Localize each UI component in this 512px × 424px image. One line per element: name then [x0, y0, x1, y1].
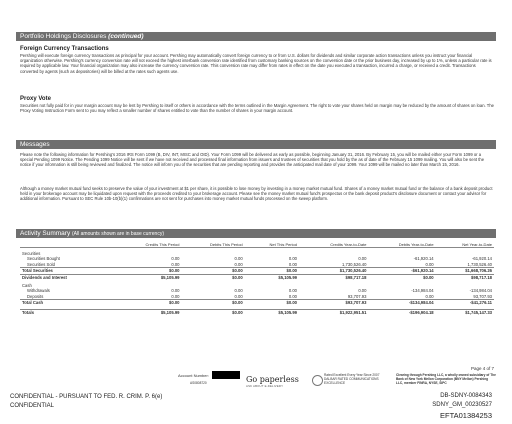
table-cell: 0.00 [234, 293, 243, 299]
column-header: Net Year-to-Date [436, 240, 494, 248]
table-cell: -$41,276.11 [436, 300, 494, 306]
table-cell: 93,707.93 [347, 293, 367, 299]
table-cell: 1,730,526.40 [467, 261, 492, 267]
header-title: Portfolio Holdings Disclosures [20, 33, 107, 40]
table-cell: $0.00 [181, 300, 244, 306]
column-header: Credits Year-to-Date [299, 240, 368, 248]
table-cell: -134,984.04 [411, 288, 434, 294]
table-cell: $0.00 [245, 300, 299, 306]
table-cell: -61,920.14 [413, 256, 434, 262]
table-cell: -$196,904.18 [368, 309, 435, 315]
award-text: Rated Excellent Every Year Since 2007 DALBAR RATED COMMUNICATIONS EXCELLENCE [324, 373, 380, 385]
activity-subtitle: (All amounts shown are in base currency) [72, 231, 165, 237]
table-cell: $0.00 [116, 300, 181, 306]
column-header-label [20, 240, 116, 248]
proxy-heading: Proxy Vote [20, 96, 51, 102]
column-header: Net This Period [245, 240, 299, 248]
table-cell: $1,745,147.33 [436, 309, 494, 315]
account-sub: AS0808720 [190, 381, 207, 385]
column-header: Debits This Period [181, 240, 244, 248]
page-number: Page 4 of 7 [470, 366, 494, 371]
table-cell: 0.00 [171, 293, 180, 299]
table-cell: 0.00 [425, 293, 434, 299]
table-cell: 0.00 [234, 256, 243, 262]
table-cell: $93,707.93 [299, 300, 368, 306]
table-cell: $5,105.99 [245, 309, 299, 315]
column-header: Debits Year-to-Date [368, 240, 435, 248]
fx-text: Pershing will execute foreign currency transactions as principal for your account. Pershing may automatically convert foreign currency to or from U.S. dollars for dividends and similar corporate action transactions unless you instruct your financial organization otherwise. Pershing's currency conversion rate will not exceed the highest interbank conversion rate identified from customary banking sources on the conversion date or the prior business day, increased by up to 1%, unless a particular rate is required by applicable law. Your financial organization may also increase the currency conversion rate. This conversion rate may differ from rates in effect on the date you executed a transaction, incurred a charge, or received a credit. Transactions converted by agents (such as depositories) will be billed at the rates such agents use. [20, 53, 492, 74]
messages-header [16, 140, 496, 149]
table-cell: 0.00 [358, 256, 367, 262]
table-cell: 93,707.93 [473, 293, 492, 299]
activity-summary-header [16, 229, 496, 238]
paperless-logo-text: Go paperless [246, 375, 299, 384]
messages-title: Messages [20, 141, 50, 148]
column-header: Credits This Period [116, 240, 181, 248]
header-title-suffix: (continued) [108, 33, 144, 40]
paperless-logo [246, 375, 306, 388]
section-label: Cash [22, 283, 32, 289]
activity-title: Activity Summary [20, 230, 71, 237]
table-cell: 0.00 [288, 293, 298, 299]
table-cell: 0.00 [425, 261, 434, 267]
table-cell: $5,105.99 [116, 274, 181, 280]
row-label: Withdrawals [27, 288, 50, 294]
table-cell: -61,920.14 [471, 256, 492, 262]
table-cell: 0.00 [171, 256, 180, 262]
bates-number-1: DB-SDNY-0084343 [440, 393, 492, 399]
table-cell: 0.00 [171, 288, 180, 294]
table-row-totals [20, 309, 494, 315]
section-label: Securities [22, 251, 41, 256]
row-label: Total Securities [20, 268, 116, 274]
table-cell: 0.00 [234, 288, 243, 294]
row-label: Deposits [27, 293, 44, 299]
table-cell: $0.00 [181, 268, 244, 274]
table-cell: $5,105.99 [245, 274, 299, 280]
table-cell: $0.00 [181, 309, 244, 315]
table-cell: $98,717.18 [299, 274, 368, 280]
row-label: Totals [20, 309, 116, 315]
row-label: Total Cash [20, 300, 116, 306]
account-number-redaction [212, 371, 240, 379]
table-cell: 0.00 [171, 261, 180, 267]
table-cell: 0.00 [288, 261, 298, 267]
table-cell: $1,922,951.51 [299, 309, 368, 315]
table-cell: 0.00 [288, 256, 298, 262]
table-cell: $98,717.18 [436, 274, 494, 280]
messages-paragraph-2: Although a money market mutual fund seeks to preserve the value of your investment at $1 per share, it is possible to lose money by investing in a money market mutual fund. Shares of a money market mutual fund or the balance of a bank deposit product held in your brokerage account may be liquidated upon request with the proceeds credited to your brokerage account. Please see the money market mutual fund's prospectus or the bank deposit product's disclosure document or contact your advisor for additional information. Pursuant to SEC Rule 10b-10(b)(1) confirmations are not sent for purchases into money market mutual funds processed on the sweep platform. [20, 186, 493, 202]
table-cell: $0.00 [245, 268, 299, 274]
table-cell: $1,668,706.26 [436, 268, 494, 274]
row-label: Securities Sold [27, 261, 55, 267]
table-cell: 0.00 [288, 288, 298, 294]
table-cell: -$134,984.04 [368, 300, 435, 306]
table-cell: $0.00 [368, 274, 435, 280]
clearing-text: Clearing through Pershing LLC, a wholly owned subsidiary of The Bank of New York Mellon Corporation (BNY Mellon) Pershing LLC, member FINRA, NYSE, SIPC [396, 373, 496, 385]
table-cell: $0.00 [181, 274, 244, 280]
table-cell: -134,984.04 [469, 288, 492, 294]
table-cell: 0.00 [234, 261, 243, 267]
confidential-label: CONFIDENTIAL [10, 403, 55, 409]
fx-heading: Foreign Currency Transactions [20, 46, 109, 52]
table-cell: $5,105.99 [116, 309, 181, 315]
table-cell: $1,730,526.40 [299, 268, 368, 274]
messages-paragraph-1: Please note the following information for Pershing's 2016 IRS Form 1099 (B, DIV, INT, MISC and OID). Your Form 1099 will be delivered as early as possible, beginning January 31, 2016. By February 15, you will be mailed either your Form 1099 or a special Pending 1099 Notice. The Pending 1099 Notice will be sent if we have not received and processed final information from issuers and trustees of securities that you hold by the as of date of the February 15 1099 mailing. You will also be sent the notice if your information is still being reviewed and finalized. The notice will inform you of the securities that are pending reporting and provides the anticipated mail date of your 1099. Your 1099 will be mailed no later than March 15, 2016. [20, 152, 485, 168]
confidential-notice: CONFIDENTIAL - PURSUANT TO FED. R. CRIM. P. 6(e) [10, 394, 163, 400]
portfolio-disclosures-header [16, 32, 496, 41]
table-cell: $0.00 [116, 268, 181, 274]
table-header-row [20, 240, 494, 248]
row-label: Securities Bought [27, 256, 60, 262]
account-number-label: Account Number: [178, 373, 209, 378]
efta-number: EFTA01384253 [440, 411, 492, 420]
table-cell: -$61,920.14 [368, 268, 435, 274]
proxy-text: Securities not fully paid for in your margin account may be lent by Pershing to itself or others in accordance with the terms outlined in the Margin Agreement. The right to vote your shares held on margin may be reduced by the amount of shares on loan. The Proxy Voting Instruction Form sent to you may reflect a smaller number of shares entitled to vote than the number of shares in your margin account. [20, 103, 494, 114]
table-cell: 0.00 [358, 288, 367, 294]
paperless-logo-sub: ASK ABOUT E-DELIVERY [246, 384, 284, 388]
table-cell: 1,730,526.40 [342, 261, 367, 267]
row-label: Dividends and Interest [20, 274, 116, 280]
bates-number-2: SDNY_GM_00230527 [432, 402, 492, 408]
activity-summary-table [20, 240, 494, 315]
award-seal-icon [312, 375, 323, 386]
